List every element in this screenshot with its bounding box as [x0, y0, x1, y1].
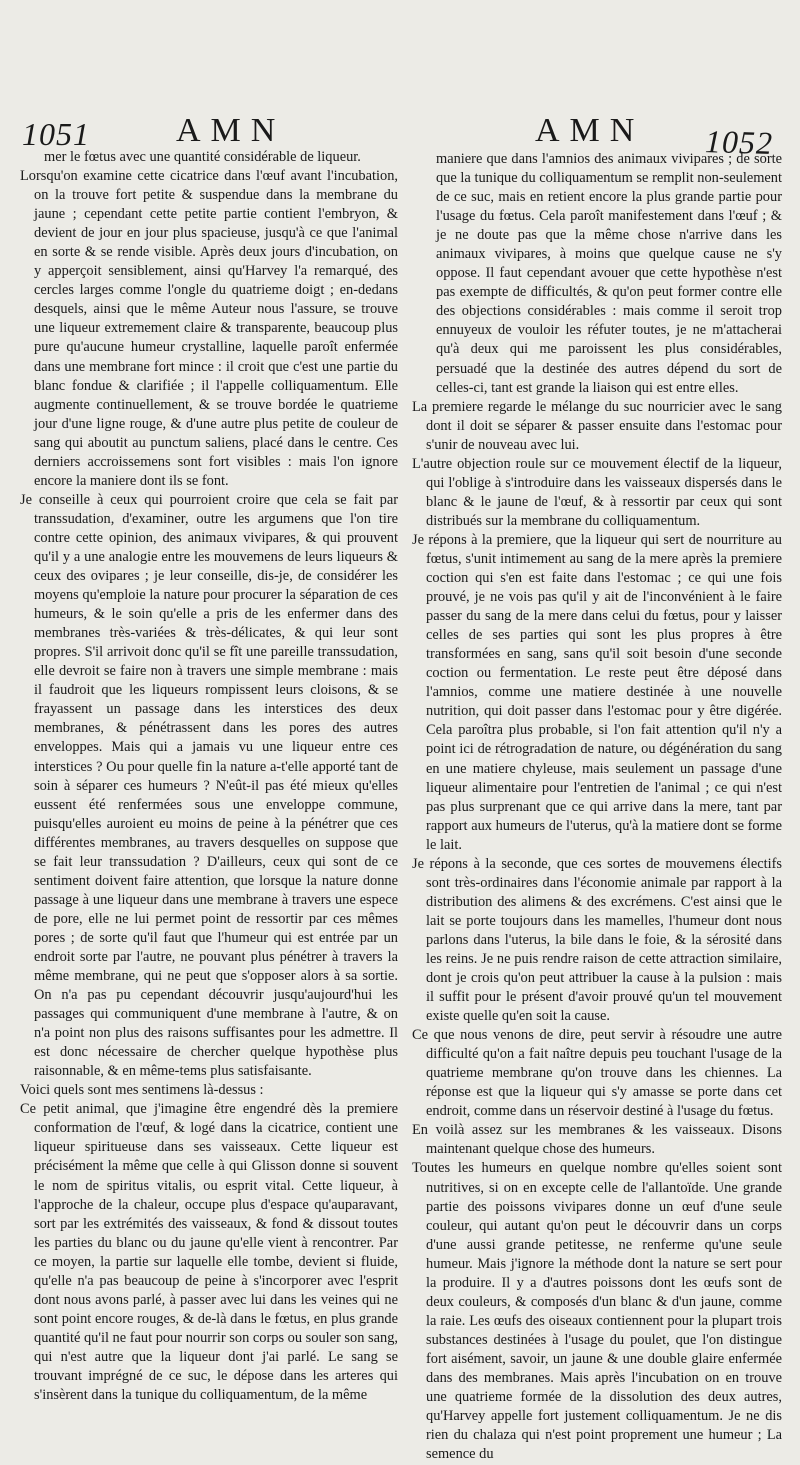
paragraph: La premiere regarde le mélange du suc nourricier avec le sang dont il doit se séparer & passer ensuite dans l'estomac pour s'unir de nouveau avec lui.	[412, 398, 782, 453]
paragraph: maniere que dans l'amnios des animaux vivipares ; de sorte que la tunique du colliquamentum se remplit non-seulement de ce suc, mais en retient encore la plus grande partie pour l'usage du fœtus. Cela paroît manifestement dans l'œuf ; & je ne doute pas que la même chose n'arrive dans les animaux vivipares, à moins que quelque cause ne s'y oppose. Il faut cependant avouer que cette hypothèse n'est pas exempte de difficultés, & qu'on peut former contre elle des objections considérables : mais comme il seroit trop ennuyeux de vouloir les réfuter toutes, je ne m'attacherai qu'à deux qui me paroissent les plus considérables, persuadé que la destinée des autres dépend du sort de celles-ci, tant est grande la liaison qui est entre elles.	[436, 151, 782, 396]
paragraph: Voici quels sont mes sentimens là-dessus :	[20, 1082, 264, 1099]
left-column	[20, 148, 398, 1405]
right-column	[412, 150, 782, 1464]
paragraph: En voilà assez sur les membranes & les vaisseaux. Disons maintenant quelque chose des humeurs.	[412, 1122, 782, 1158]
page-number-left: 1051	[22, 116, 90, 152]
paragraph: Ce petit animal, que j'imagine être engendré dès la premiere conformation de l'œuf, & logé dans la cicatrice, contient une liqueur spiritueuse dans ses vaisseaux. Cette liqueur est précisément la même que celle à qui Glisson donne si souvent le nom de spiritus vitalis, ou esprit vital. Cette liqueur, à l'approche de la chaleur, occupe plus d'espace qu'auparavant, sort par les extrémités des vaisseaux, & fond & dissout toutes les parties du blanc ou du jaune qu'elle vient à rencontrer. Par ce moyen, la partie sur laquelle elle tombe, devient si fluide, qu'elle n'a pas beaucoup de peine à s'incorporer avec l'esprit dont nous avons parlé, à passer avec lui dans les veines qui ne sont point encore rouges, & de-là dans le fœtus, en plus grande quantité qu'il ne faut pour nourrir son corps ou souler son sang, qui n'est autre que la liqueur dont j'ai parlé. Le sang se trouvant imprégné de ce suc, le dépose dans les arteres qui s'insèrent dans la tunique du colliquamentum, de la même	[20, 1101, 398, 1404]
paragraph: Ce que nous venons de dire, peut servir à résoudre une autre difficulté qu'on a fait naître depuis peu touchant l'usage de la quatrieme membrane qu'on trouve dans les chiennes. La réponse est que la liqueur qui s'y amasse se porte dans cet endroit, comme dans un réservoir destiné à l'usage du fœtus.	[412, 1027, 782, 1120]
page-number-right: 1052	[704, 123, 774, 161]
headword-left: AMN	[176, 112, 286, 149]
paragraph: mer le fœtus avec une quantité considérable de liqueur.	[44, 149, 361, 165]
paragraph: Je conseille à ceux qui pourroient croire que cela se fait par transsudation, d'examiner, outre les argumens que l'on tire contre cette opinion, des animaux vivipares, & qui prouvent qu'il y a une analogie entre les mouvemens de leurs liqueurs & ceux des ovipares ; je leur conseille, dis-je, de considérer les moyens qu'emploie la nature pour procurer la séparation de ces humeurs, & le soin qu'elle a pris de les enfermer dans des membranes très-variées & très-délicates, & qui leur sont propres. S'il arrivoit donc qu'il se fît une pareille transsudation, elle devroit se faire non à travers une simple membrane : mais il faudroit que les liqueurs rompissent leurs cloisons, & se frayassent un passage dans les interstices des deux membranes, & pénétrassent dans les pores des autres enveloppes. Mais qui a jamais vu une liqueur entre ces interstices ? Ou pour quelle fin la nature a-t'elle apporté tant de soin à séparer ces humeurs ? N'eût-il pas été mieux qu'elles eussent été renfermées sous une enveloppe commune, puisqu'elles auroient eu moins de peine à la pénétrer que ces différentes membranes, au travers desquelles on suppose que se fait leur transsudation ? D'ailleurs, ceux qui sont de ce sentiment doivent faire attention, que lorsque la nature donne passage à une liqueur dans une membrane à travers une espece de pore, elle ne lui permet point de ressortir par ces mêmes pores ; de sorte qu'il faut que l'humeur qui est entrée par un endroit sorte par l'autre, ne pouvant plus pénétrer à travers la même membrane, qui ne peut que s'opposer alors à sa sortie. On n'a pas pu cependant découvrir jusqu'aujourd'hui les passages qui communiquent d'une membrane à l'autre, & on n'a point non plus des raisons suffisantes pour les admettre. Il est donc nécessaire de chercher quelque hypothèse plus raisonnable, & en même-tems plus satisfaisante.	[20, 491, 398, 1080]
paragraph: Je répons à la seconde, que ces sortes de mouvemens électifs sont très-ordinaires dans l'économie animale par rapport à la distribution des alimens & des excrémens. C'est ainsi que le lait se porte toujours dans les mamelles, l'humeur dont nous parlons dans l'uterus, la bile dans le foie, & la sérosité dans les reins. Je ne puis rendre raison de cette attraction similaire, dont je crois qu'on peut attribuer la cause à la pulsion : mais il suffit pour le présent d'avoir prouvé qu'un tel mouvement existe quelle qu'en soit la cause.	[412, 855, 782, 1025]
paragraph: Je répons à la premiere, que la liqueur qui sert de nourriture au fœtus, s'unit intimement au sang de la mere après la premiere coction qui s'en est faite dans l'estomac ; ce qui une fois prouvé, je ne vois pas qu'il y ait de l'inconvénient à le faire passer du sang de la mere dans celui du fœtus, pour y laisser celles de ses parties qui sont les plus propres à être transformées en sang, sans qu'il soit besoin d'une seconde coction ou fermentation. Le reste peut être déposé dans l'amnios, comme une matiere destinée à une nouvelle nutrition, qui doit passer dans l'estomac pour y être digérée. Cela paroîtra plus probable, si l'on fait attention qu'il n'y a point ici de rétrogradation de nature, ou dégénération du sang en une matiere chyleuse, mais seulement un passage d'une liqueur alimentaire pour l'entretien de l'animal ; ce qui n'est pas plus surprenant que ce qui arrive dans la mere, tant par rapport aux humeurs de l'uterus, qu'à la matiere dont se forme le lait.	[412, 531, 782, 853]
paragraph: L'autre objection roule sur ce mouvement électif de la liqueur, qui l'oblige à s'introduire dans les vaisseaux dispersés dans le blanc & le jaune de l'œuf, & à ressortir par ceux qui sont distribués sur la membrane du colliquamentum.	[412, 455, 782, 529]
paragraph: Lorsqu'on examine cette cicatrice dans l'œuf avant l'incubation, on la trouve fort petite & suspendue dans la membrane du jaune ; cependant cette petite partie contient l'embryon, & devient de jour en jour plus spacieuse, jusqu'à ce que l'animal en sorte & se rende visible. Après deux jours d'incubation, on y apperçoit sensiblement, ainsi qu'Harvey l'a remarqué, des cercles larges comme l'ongle du quatrieme doigt ; en-dedans desquels, ainsi que le même Auteur nous l'assure, se trouve une liqueur extremement claire & transparente, beaucoup plus pure qu'aucune humeur crystalline, laquelle paroît enfermée dans une membrane fort mince : il croit que c'est une partie du blanc fondue & clarifiée ; il l'appelle colliquamentum. Elle augmente continuellement, & se trouve bordée le quatrieme jour d'une ligne rouge, & d'une autre plus petite de couleur de sang qui aboutit au punctum saliens, placé dans le centre. Ces derniers accroissemens sont fort visibles : mais l'on ignore encore la maniere dont ils se font.	[20, 168, 398, 489]
paragraph: Toutes les humeurs en quelque nombre qu'elles soient sont nutritives, si on en excepte celle de l'allantoïde. Une grande partie des poissons vivipares donne un œuf d'une seule couleur, qui autant qu'on peut le découvrir dans un corps d'une aussi grande petitesse, ne renferme qu'une seule humeur. Mais j'ignore la méthode dont la nature se sert pour la produire. Il y a d'autres poissons dont les œufs sont de deux couleurs, & composés d'un blanc & d'un jaune, comme la raie. Les œufs des oiseaux contiennent pour la plupart trois substances destinées à l'usage du poulet, que l'on distingue fort aisément, savoir, un jaune & une double glaire enfermée dans des membranes. Mais après l'incubation on en trouve une quatrieme formée de la dissolution des deux autres, qu'Harvey appelle fort justement colliquamentum. Je ne dis rien du chalaza qui n'est point proprement une humeur ; La semence du	[412, 1160, 782, 1463]
headword-right: AMN	[535, 112, 645, 149]
